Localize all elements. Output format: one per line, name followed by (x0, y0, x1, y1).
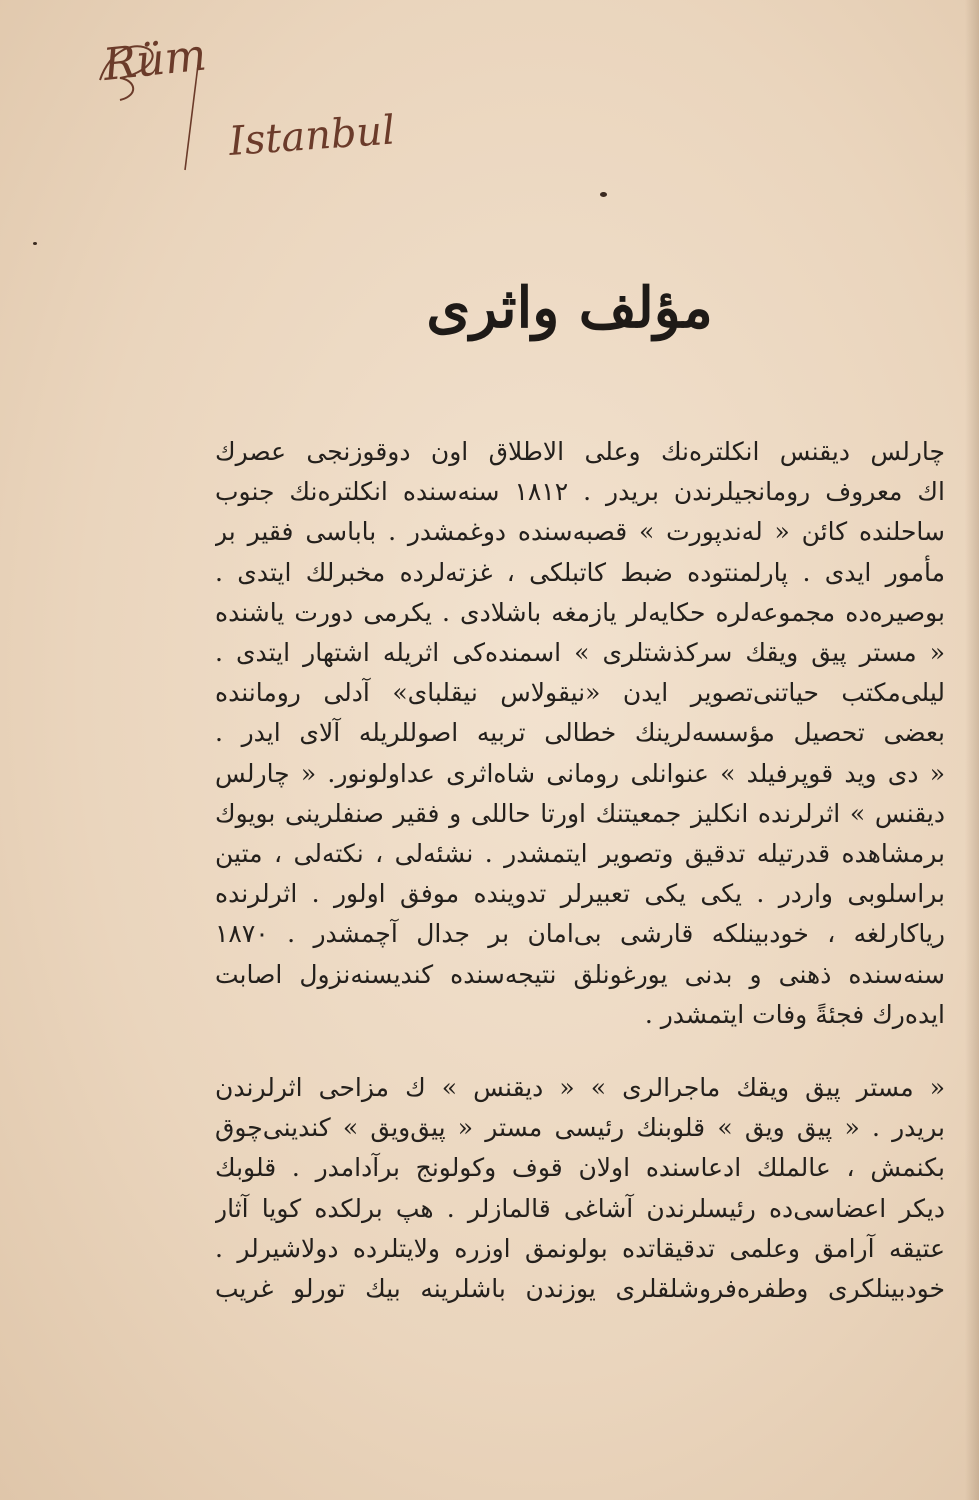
text-line: « مستر پیق ویقك سرکذشتلری » اسمنده‌کی اثریله اشتهار ایتدی . (215, 638, 945, 668)
text-line: ساحلنده کائن « له‌ندپورت » قصبه‌سنده دوغمشدر . باباسی فقیر بر (215, 517, 945, 547)
text-line: برمشاهده قدرتیله تدقیق وتصویر ایتمشدر . نشئه‌لی ، نکته‌لی ، متین (215, 839, 945, 869)
text-line: بریدر . « پیق ویق » قلوبنك رئیسی مستر « پیق‌ویق » کندینی‌چوق (215, 1113, 945, 1143)
text-line: خودبینلکری وطفره‌فروشلقلری یوزندن باشلرینه بیك تورلو غریب (215, 1274, 945, 1304)
paragraph-gap (215, 1035, 945, 1068)
text-line: چارلس دیقنس انکلتره‌نك وعلى الاطلاق اون دوقوزنجی عصرك (215, 437, 945, 466)
paragraph-1 (215, 432, 945, 1035)
text-line: عتیقه آرامق وعلمی تدقیقاتده بولونمق اوزره ولایتلرده دولاشیرلر . (215, 1233, 945, 1263)
text-line: بکنمش ، عالملك ادعاسنده اولان قوف وکولونج برآدامدر . قلوبك (215, 1153, 945, 1183)
handwritten-note (80, 20, 460, 190)
paragraph-2 (215, 1068, 945, 1309)
page-edge-shadow (965, 0, 979, 1500)
text-line: ریاکارلغه ، خودبینلکه قارشی بی‌امان بر جدال آچمشدر . ١٨٧٠ (215, 919, 945, 949)
text-line-last: ایده‌رك فجئةً وفات ایتمشدر . (644, 999, 945, 1029)
text-line: براسلوبی واردر . یکی یکی تعبیرلر تدوینده موفق اولور . اثرلرنده (215, 879, 945, 909)
ink-speck (33, 242, 37, 245)
text-line: اك معروف رومانجیلرندن بریدر . ١٨١٢ سنه‌سنده انکلتره‌نك جنوب (215, 477, 945, 507)
handwritten-line-2: Istanbul (227, 107, 397, 165)
title-text: مؤلف واثری (426, 275, 713, 341)
text-line: بوصیره‌ده مجموعه‌لره حکایه‌لر یازمغه باشلادی . یکرمی دورت یاشنده (215, 597, 945, 627)
text-line: بعضی تحصیل مؤسسه‌لرینك خطالی تربیه اصوللریله آلای ایدر . (215, 718, 945, 748)
ink-speck (600, 192, 607, 197)
text-line: دیقنس » اثرلرنده انکلیز جمعیتنك اورتا حاللی و فقیر صنفلرینی بویوك (215, 798, 945, 828)
text-line: « مستر پیق ویقك ماجرالری » « دیقنس » ك مزاحی اثرلرندن (215, 1073, 945, 1103)
page-title (0, 275, 979, 341)
text-line: مأمور ایدی . پارلمنتوده ضبط کاتبلکی ، غزته‌لرده مخبرلك ایتدی . (215, 557, 945, 587)
text-line: « دی وید قوپرفیلد » عنوانلی رومانی شاه‌اثری عداولونور. « چارلس (215, 758, 945, 788)
text-line: دیکر اعضاسی‌ده رئیسلرندن آشاغی قالمازلر . هپ برلکده کویا آثار (215, 1193, 945, 1223)
text-line: سنه‌سنده ذهنی و بدنی یورغونلق نتیجه‌سنده کندیسنه‌نزول اصابت (215, 959, 945, 989)
handwritten-line-1: Rüm (100, 29, 209, 91)
body-text (215, 432, 945, 1309)
text-line: لیلی‌مکتب حیاتنی‌تصویر ایدن «نیقولاس نیقلبای» آدلی روماننده (215, 678, 945, 708)
